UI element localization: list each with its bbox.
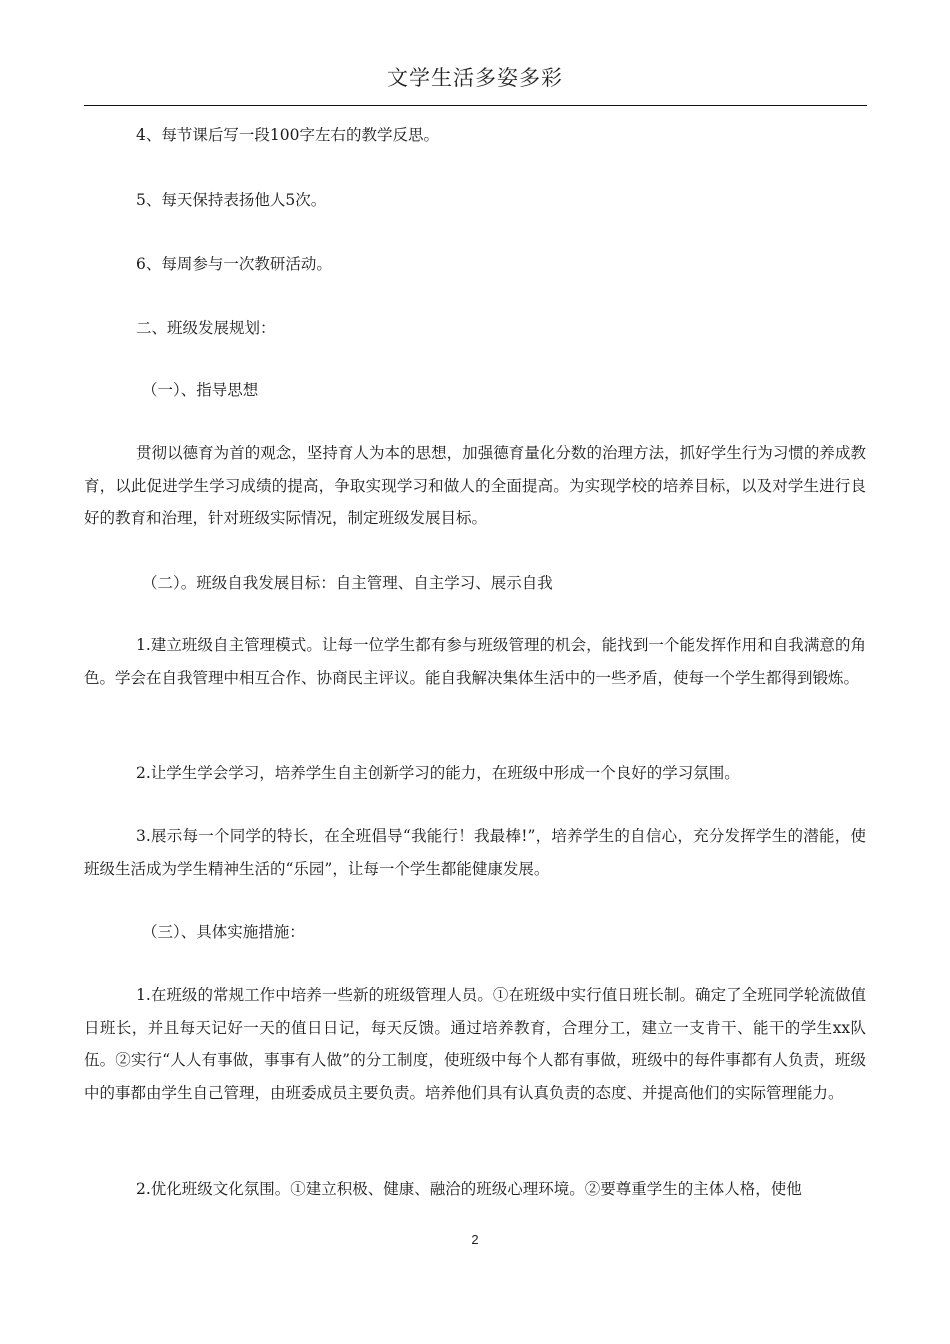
section-heading: 二、班级发展规划： bbox=[136, 319, 276, 337]
page-number: 2 bbox=[471, 1232, 479, 1247]
paragraph: 2.让学生学会学习，培养学生自主创新学习的能力，在班级中形成一个良好的学习氛围。 bbox=[136, 764, 740, 782]
list-item: 5、每天保持表扬他人5次。 bbox=[136, 191, 327, 209]
list-item: 6、每周参与一次教研活动。 bbox=[136, 255, 332, 273]
paragraph: 2.优化班级文化氛围。①建立积极、健康、融洽的班级心理环境。②要尊重学生的主体人格，使他 bbox=[136, 1180, 802, 1198]
paragraph: 3.展示每一个同学的特长，在全班倡导“我能行！我最棒!”，培养学生的自信心，充分发挥学生的潜能，使班级生活成为学生精神生活的“乐园”，让每一个学生都能健康发展。 bbox=[84, 827, 866, 878]
list-item: 4、每节课后写一段100字左右的教学反思。 bbox=[136, 126, 439, 144]
header-divider bbox=[84, 105, 867, 106]
page-header-title: 文学生活多姿多彩 bbox=[387, 66, 563, 90]
subsection-heading: （二）。班级自我发展目标：自主管理、自主学习、展示自我 bbox=[142, 574, 553, 592]
paragraph: 1.建立班级自主管理模式。让每一位学生都有参与班级管理的机会，能找到一个能发挥作用和自我满意的角色。学会在自我管理中相互合作、协商民主评议。能自我解决集体生活中的一些矛盾，使每一个学生都得到锻炼。 bbox=[84, 636, 866, 687]
subsection-heading: （三）、具体实施措施： bbox=[142, 923, 305, 941]
subsection-heading: （一）、指导思想 bbox=[142, 381, 259, 399]
paragraph: 贯彻以德育为首的观念，坚持育人为本的思想，加强德育量化分数的治理方法，抓好学生行为习惯的养成教育，以此促进学生学习成绩的提高，争取实现学习和做人的全面提高。为实现学校的培养目标，以及对学生进行良好的教育和治理，针对班级实际情况，制定班级发展目标。 bbox=[84, 444, 866, 527]
paragraph: 1.在班级的常规工作中培养一些新的班级管理人员。①在班级中实行值日班长制。确定了全班同学轮流做值日班长，并且每天记好一天的值日日记，每天反馈。通过培养教育，合理分工，建立一支肯干、能干的学生xx队伍。②实行“人人有事做，事事有人做”的分工制度，使班级中每个人都有事做，班级中的每件事都有人负责，班级中的事都由学生自己管理，由班委成员主要负责。培养他们具有认真负责的态度、并提高他们的实际管理能力。 bbox=[84, 986, 866, 1102]
